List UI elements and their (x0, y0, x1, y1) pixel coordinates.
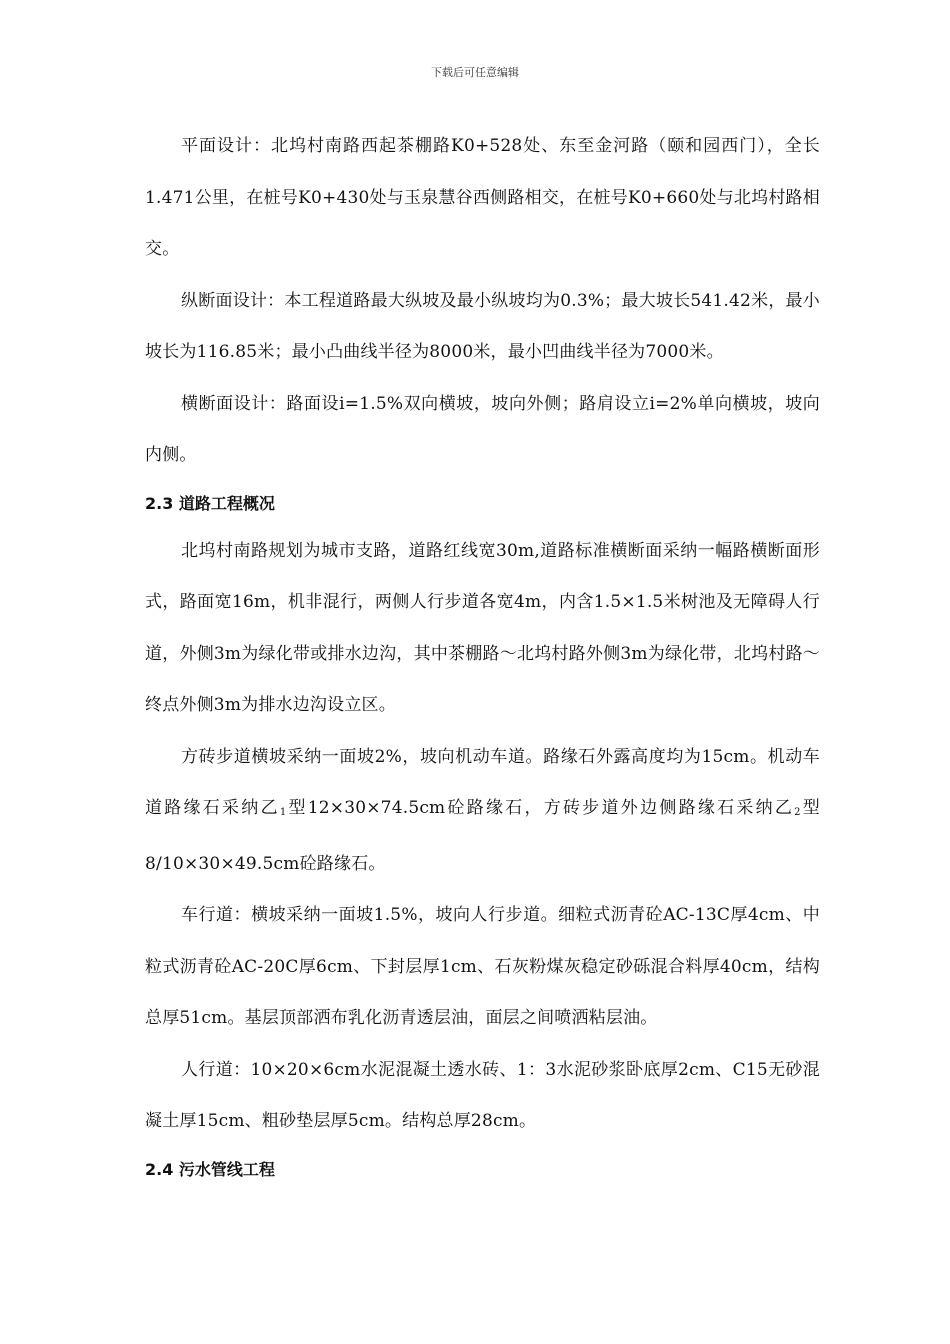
page-header: 下载后可任意编辑 (431, 66, 519, 79)
curb-text-a: 方砖步道横坡采纳一面坡2%，坡向机动车道。路缘石外露高度均为15cm。机动车道路缘石采纳乙 (145, 746, 820, 818)
paragraph-road-overview: 北坞村南路规划为城市支路，道路红线宽30m,道路标准横断面采纳一幅路横断面形式，路面宽16m，机非混行，两侧人行步道各宽4m，内含1.5×1.5米树池及无障碍人行道，外侧3m为绿化带或排水边沟，其中茶棚路～北坞村路外侧3m为绿化带，北坞村路～终点外侧3m为排水边沟设立区。 (145, 540, 820, 715)
curb-text-b: 型12×30×74.5cm砼路缘石，方砖步道外边侧路缘石采纳乙 (286, 798, 795, 818)
subscript-2: 2 (794, 807, 801, 818)
section-heading-2-3: 2.3 道路工程概况 (145, 493, 275, 513)
subscript-1: 1 (279, 807, 287, 818)
section-heading-2-4: 2.4 污水管线工程 (145, 1159, 275, 1179)
paragraph-profile-design: 纵断面设计：本工程道路最大纵坡及最小纵坡均为0.3%；最大坡长541.42米，最小坡长为116.85米；最小凸曲线半径为8000米，最小凹曲线半径为7000米。 (145, 290, 820, 362)
paragraph-plan-design: 平面设计：北坞村南路西起茶棚路K0+528处、东至金河路（颐和园西门），全长1.471公里，在桩号K0+430处与玉泉慧谷西侧路相交，在桩号K0+660处与北坞村路相交。 (145, 136, 820, 259)
curb-text-c: 型8/10×30×49.5cm砼路缘石。 (145, 798, 820, 874)
paragraph-curb-stone (145, 732, 820, 891)
document-body (145, 121, 820, 1192)
paragraph-sidewalk: 人行道：10×20×6cm水泥混凝土透水砖、1：3水泥砂浆卧底厚2cm、C15无砂混凝土厚15cm、粗砂垫层厚5cm。结构总厚28cm。 (145, 1059, 820, 1131)
paragraph-cross-section-design: 横断面设计：路面设i=1.5%双向横坡，坡向外侧；路肩设立i=2%单向横坡，坡向内侧。 (145, 393, 820, 465)
paragraph-carriageway: 车行道：横坡采纳一面坡1.5%，坡向人行步道。细粒式沥青砼AC-13C厚4cm、中粒式沥青砼AC-20C厚6cm、下封层厚1cm、石灰粉煤灰稳定砂砾混合料厚40cm，结构总厚51cm。基层顶部洒布乳化沥青透层油，面层之间喷洒粘层油。 (145, 905, 820, 1028)
